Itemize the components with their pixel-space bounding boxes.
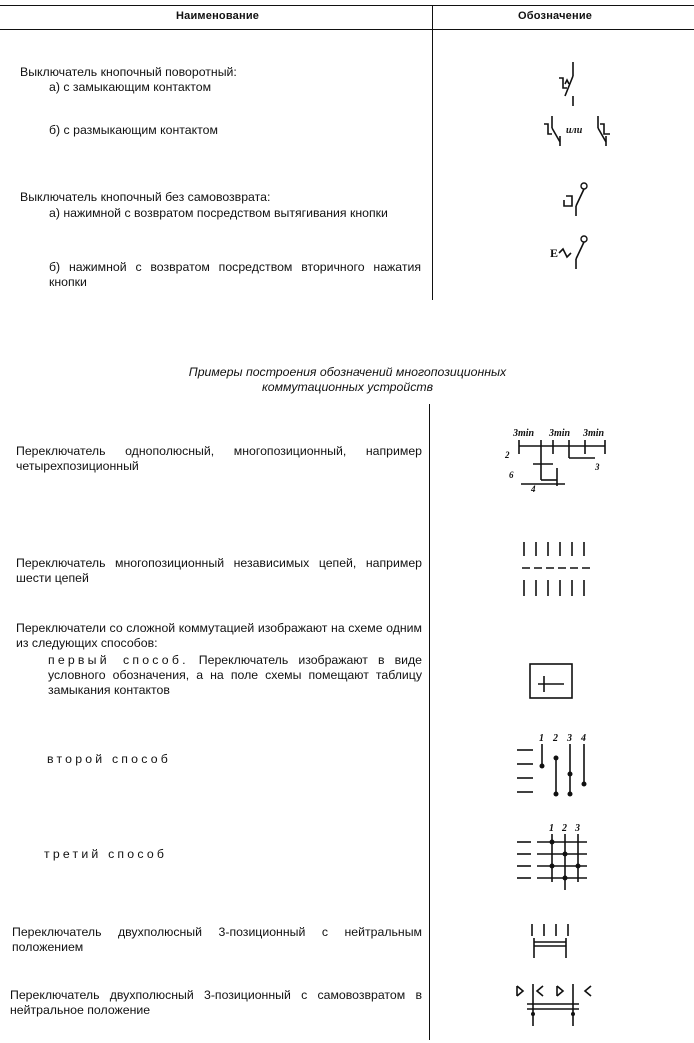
- svg-text:4: 4: [531, 484, 536, 494]
- row-two-pole-neutral: Переключатель двухполюсный 3-позиционный с нейтральным положением: [12, 925, 422, 954]
- latching-second-press-symbol: [548, 233, 598, 273]
- third-method-symbol: [515, 820, 595, 896]
- svg-text:2: 2: [562, 823, 567, 834]
- row-third-method: третий способ: [44, 847, 168, 861]
- second-method-symbol: [515, 730, 605, 806]
- column-header-name: Наименование: [176, 10, 260, 22]
- svg-text:1: 1: [549, 823, 554, 834]
- rotary-make-contact-symbol: [553, 58, 593, 108]
- row-rotary-switch-b: б) с размыкающим контактом: [49, 123, 218, 137]
- column-divider-top: [432, 5, 433, 300]
- multiposition-switch-dim-symbol: [505, 424, 625, 499]
- row-rotary-switch-title: Выключатель кнопочный поворотный:: [20, 65, 237, 79]
- svg-text:1: 1: [539, 733, 544, 744]
- svg-text:2: 2: [505, 450, 510, 460]
- row-complex-switching-intro: Переключатели со сложной коммутацией изображают на схеме одним из следующих способов:: [16, 621, 422, 650]
- svg-text:E: E: [550, 246, 559, 260]
- first-method-symbol: [528, 662, 578, 702]
- row-complex-switching-first: [48, 653, 422, 698]
- or-label: или: [566, 125, 583, 136]
- svg-text:3: 3: [575, 823, 580, 834]
- row-independent-circuits-switch: Переключатель многопозиционный независимых цепей, например шести цепей: [16, 556, 422, 585]
- latching-pull-return-symbol: [560, 180, 600, 222]
- row-latching-switch-title: Выключатель кнопочный без самовозврата:: [20, 190, 271, 204]
- svg-text:3min: 3min: [513, 428, 535, 439]
- rotary-break-contact-symbol: [540, 110, 630, 150]
- svg-text:2: 2: [553, 733, 558, 744]
- row-second-method: второй способ: [47, 752, 171, 766]
- first-method-text: Переключатель изображают в виде условного обозначения, а на поле схемы помещают таблицу замыкания контактов: [48, 653, 422, 697]
- svg-text:3min: 3min: [583, 428, 605, 439]
- first-method-label: первый способ.: [48, 653, 189, 667]
- row-two-pole-self-return: Переключатель двухполюсный 3-позиционный с самовозвратом в нейтральное положение: [10, 988, 422, 1017]
- svg-text:3: 3: [595, 462, 600, 472]
- svg-text:3min: 3min: [549, 428, 571, 439]
- header-top-rule: [0, 5, 694, 6]
- svg-text:6: 6: [509, 470, 514, 480]
- svg-text:3: 3: [567, 733, 572, 744]
- column-divider-bottom: [429, 404, 430, 1040]
- row-rotary-switch-a: а) с замыкающим контактом: [49, 80, 212, 94]
- independent-circuits-symbol: [520, 540, 600, 600]
- header-bottom-rule: [0, 29, 694, 30]
- two-pole-self-return-symbol: [513, 982, 603, 1032]
- row-multiposition-switch: Переключатель однополюсный, многопозиционный, например четырехпозиционный: [16, 444, 422, 473]
- svg-text:4: 4: [581, 733, 586, 744]
- two-pole-neutral-symbol: [528, 920, 588, 964]
- row-latching-switch-b: б) нажимной с возвратом посредством вторичного нажатия кнопки: [49, 260, 421, 289]
- column-header-designation: Обозначение: [518, 10, 593, 22]
- section-caption: Примеры построения обозначений многопозиционных коммутационных устройств: [188, 365, 507, 394]
- row-latching-switch-a: а) нажимной с возвратом посредством вытягивания кнопки: [49, 206, 388, 220]
